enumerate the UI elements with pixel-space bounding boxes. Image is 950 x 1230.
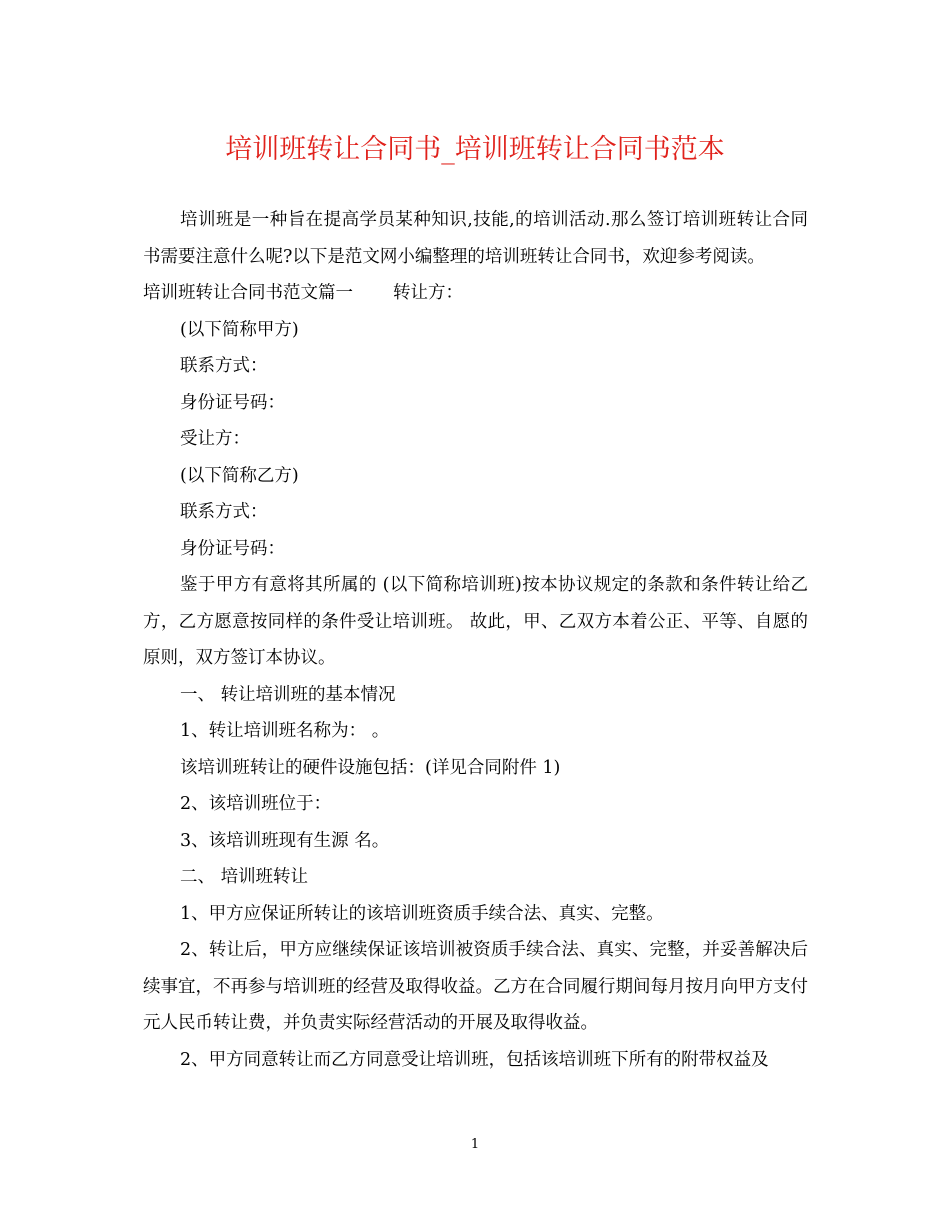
party-line: 身份证号码： (180, 392, 285, 413)
intro-paragraph: 培训班是一种旨在提高学员某种知识,技能,的培训活动.那么签订培训班转让合同书需要注意什么呢?以下是范文网小编整理的培训班转让合同书，欢迎参考阅读。 (143, 210, 808, 267)
sample-heading: 培训班转让合同书范文篇一 (143, 283, 353, 303)
sample-heading-line (143, 275, 808, 312)
party-line: 联系方式： (180, 356, 268, 376)
party-line: (以下简称甲方) (180, 319, 299, 340)
party-line: 受让方： (180, 429, 250, 449)
whereas-paragraph: 鉴于甲方有意将其所属的 (以下简称培训班)按本协议规定的条款和条件转让给乙方，乙方愿意按同样的条件受让培训班。 故此，甲、乙双方本着公正、平等、自愿的原则，双方签订本协议。 (143, 575, 808, 668)
section-item: 1、甲方应保证所转让的该培训班资质手续合法、真实、完整。 (180, 903, 664, 924)
section-item: 3、该培训班现有生源 名。 (180, 830, 390, 851)
page-number: 1 (470, 1137, 480, 1152)
document-title: 培训班转让合同书_培训班转让合同书范本 (225, 134, 725, 165)
section-item: 2、甲方同意转让而乙方同意受让培训班，包括该培训班下所有的附带权益及 (180, 1049, 769, 1070)
section-item: 2、该培训班位于： (180, 794, 332, 814)
section-item: 1、转让培训班名称为： 。 (180, 721, 390, 741)
section-heading: 一、 转让培训班的基本情况 (180, 684, 396, 705)
section-item: 该培训班转让的硬件设施包括：(详见合同附件 1) (180, 757, 561, 778)
document-body (143, 202, 808, 1078)
transferor-label: 转让方： (393, 283, 463, 303)
party-line: (以下简称乙方) (180, 465, 299, 486)
section-heading: 二、 培训班转让 (180, 867, 309, 887)
party-line: 身份证号码： (180, 538, 285, 559)
party-line: 联系方式： (180, 502, 268, 522)
section-item: 2、转让后，甲方应继续保证该培训被资质手续合法、真实、完整，并妥善解决后续事宜，不再参与培训班的经营及取得收益。乙方在合同履行期间每月按月向甲方支付 元人民币转让费，并负责实际经营活动的开展及取得收益。 (143, 940, 808, 1033)
